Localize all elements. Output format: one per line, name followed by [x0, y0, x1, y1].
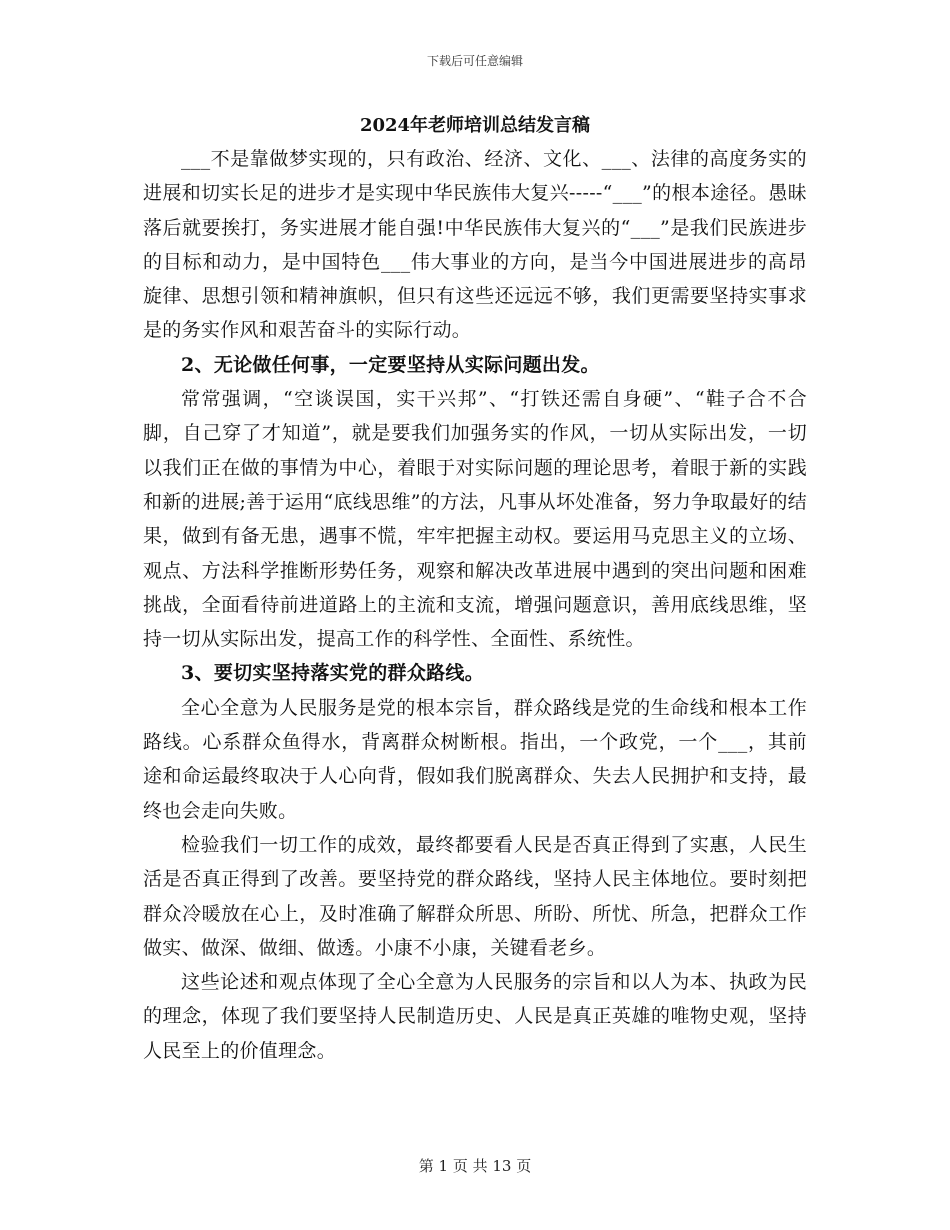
paragraph-mass-line: 全心全意为人民服务是党的根本宗旨，群众路线是党的生命线和根本工作路线。心系群众鱼得水，背离群众树断根。指出，一个政党，一个___，其前途和命运最终取决于人心向背，假如我们脱离群众、失去人民拥护和支持，最终也会走向失败。 [143, 696, 807, 822]
document-body [143, 142, 807, 1068]
paragraph-intro: ___不是靠做梦实现的，只有政治、经济、文化、___、法律的高度务实的进展和切实长足的进步才是实现中华民族伟大复兴-----“___”的根本途径。愚昧落后就要挨打，务实进展才能自强!中华民族伟大复兴的“___”是我们民族进步的目标和动力，是中国特色___伟大事业的方向，是当今中国进展进步的高昂旋律、思想引领和精神旗帜，但只有这些还远远不够，我们更需要坚持实事求是的务实作风和艰苦奋斗的实际行动。 [143, 148, 807, 342]
paragraph-results: 检验我们一切工作的成效，最终都要看人民是否真正得到了实惠，人民生活是否真正得到了改善。要坚持党的群众路线，坚持人民主体地位。要时刻把群众冷暖放在心上，及时准确了解群众所思、所盼、所忧、所急，把群众工作做实、做深、做细、做透。小康不小康，关键看老乡。 [143, 833, 807, 959]
section-heading-2: 2、无论做任何事，一定要坚持从实际问题出发。 [181, 353, 600, 376]
document-title: 2024年老师培训总结发言稿 [359, 115, 591, 136]
section-heading-3: 3、要切实坚持落实党的群众路线。 [181, 662, 485, 685]
paragraph-practical: 常常强调，“空谈误国，实干兴邦”、“打铁还需自身硬”、“鞋子合不合脚，自己穿了才知道”，就是要我们加强务实的作风，一切从实际出发，一切以我们正在做的事情为中心，着眼于对实际问题的理论思考，着眼于新的实践和新的进展;善于运用“底线思维”的方法，凡事从坏处准备，努力争取最好的结果，做到有备无患，遇事不慌，牢牢把握主动权。要运用马克思主义的立场、观点、方法科学推断形势任务，观察和解决改革进展中遇到的突出问题和困难挑战，全面看待前进道路上的主流和支流，增强问题意识，善用底线思维，坚持一切从实际出发，提高工作的科学性、全面性、系统性。 [143, 388, 807, 651]
page-number-footer: 第 1 页 共 13 页 [418, 1157, 532, 1175]
paragraph-conclusion: 这些论述和观点体现了全心全意为人民服务的宗旨和以人为本、执政为民的理念，体现了我们要坚持人民制造历史、人民是真正英雄的唯物史观，坚持人民至上的价值理念。 [143, 971, 807, 1062]
header-note: 下载后可任意编辑 [426, 54, 523, 68]
